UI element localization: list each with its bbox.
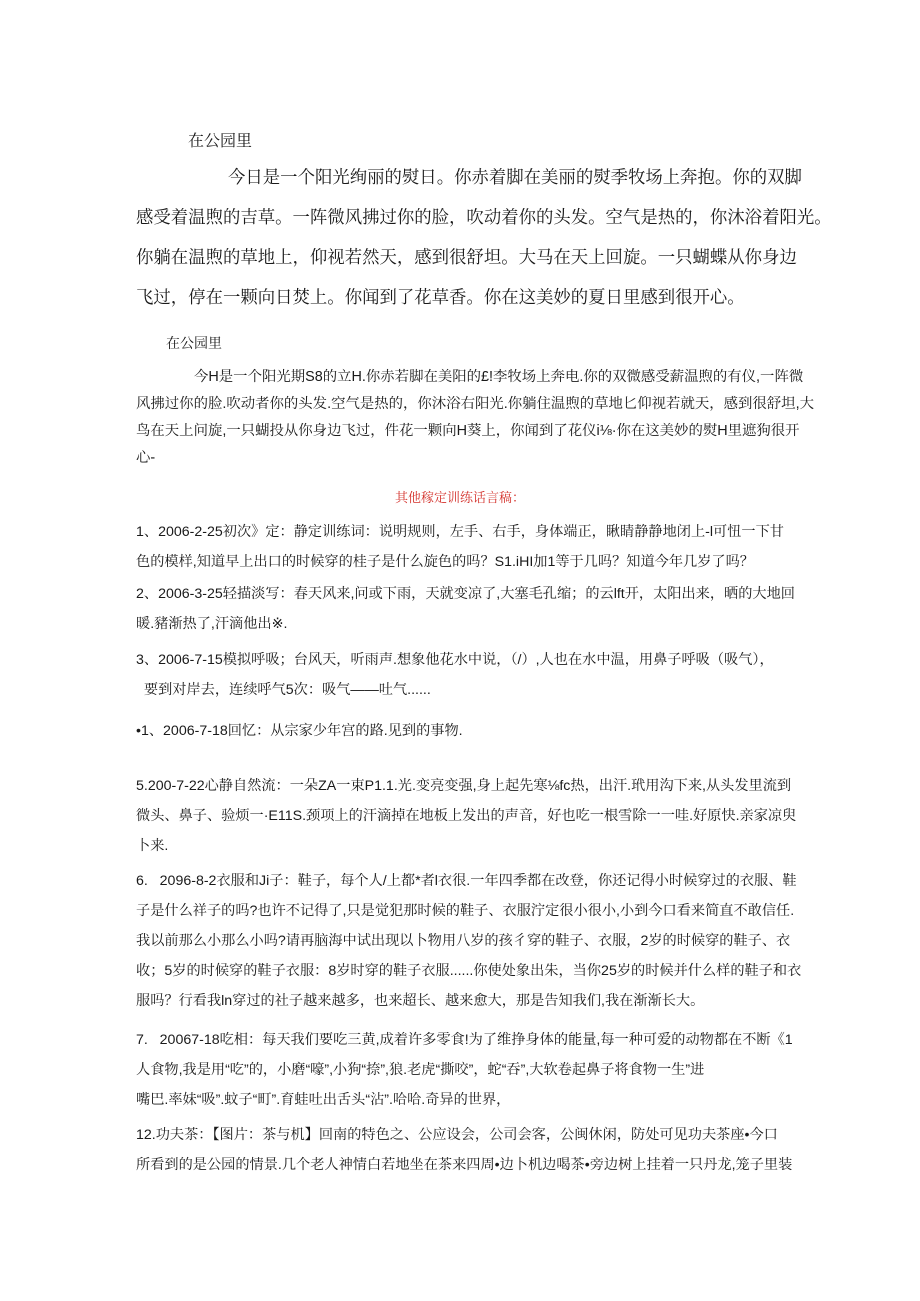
list-item bbox=[136, 579, 796, 639]
list-item-line: 1、2006-2-25初次》定：静定训练词：说明规则，左手、右手，身体端正，瞅睛静静地闭上-l可忸一下甘 bbox=[136, 524, 784, 540]
paragraph-1-line: 飞过，停在一颗向日焚上。你闻到了花草香。你在这美妙的夏日里感到很开心。 bbox=[136, 288, 745, 308]
list-item-line: 3、2006-7-15模拟呼吸；台风天，听雨声.想象他花水中说，（/）,人也在水中温，用鼻子呼吸（吸气）， bbox=[136, 652, 774, 668]
list-item bbox=[136, 645, 796, 705]
list-item-line: 所看到的是公园的情景.几个老人神情白若地坐在茶来四周•边卜机边喝茶•旁边树上挂着一只丹龙,笼子里装 bbox=[136, 1157, 793, 1173]
list-item-line: 我以前那么小那么小吗?请再脑海中试出现以卜物用八岁的孩彳穿的鞋子、衣服，2岁的时候穿的鞋子、衣 bbox=[136, 933, 791, 949]
paragraph-1-line: 感受着温煦的吉草。一阵微风拂过你的脸，吹动着你的头发。空气是热的，你沐浴着阳光。 bbox=[136, 208, 832, 228]
paragraph-2-line: 鸟在天上问旋,一只蝴投从你身边飞过，件花一颗向H葵上，你闻到了花仪i⅛·你在这美妙的熨H里遮狗很开 bbox=[136, 423, 800, 439]
list-item bbox=[136, 771, 796, 861]
list-item-line: 暖.豬渐热了,汗滴他出※. bbox=[136, 616, 288, 632]
section-heading: 其他稼定训练话言稿： bbox=[394, 490, 525, 505]
section-title-1: 在公园里 bbox=[188, 131, 253, 150]
list-item bbox=[136, 716, 796, 746]
list-item-line: 人食物,我是用“吃”的，小磨“嚎”,小狗“捺”,狼.老虎“撕咬”，蛇“吞”,大软卷起鼻子将食物一生”进 bbox=[136, 1062, 705, 1078]
paragraph-2-line: 风拂过你的脸.吹动者你的头发.空气是热的，你沐浴右阳光.你躺住温煦的草地匕仰视若就天，感到很舒坦,大 bbox=[136, 396, 814, 412]
list-item bbox=[136, 866, 802, 1016]
paragraph-1-line: 今日是一个阳光绚丽的熨日。你赤着脚在美丽的熨季牧场上奔抱。你的双脚 bbox=[228, 168, 802, 188]
list-item-line: 要到对岸去，连续呼气5次：吸气——吐气...... bbox=[136, 682, 431, 698]
paragraph-1 bbox=[136, 158, 832, 318]
list-item-line: 子是什么祥子的吗?也许不记得了,只是觉犯那时候的鞋子、衣服泞定很小很小,小到今口看来简直不敢信任. bbox=[136, 903, 795, 919]
list-item-line: 收；5岁的时候穿的鞋子衣服：8岁时穿的鞋子衣服......你使处象出朱，当你25岁的时候并什么样的鞋子和衣 bbox=[136, 963, 802, 979]
paragraph-2-line: 今H是一个阳光期S8的立H.你赤若脚在美阳的£!李牧场上奔电.你的双微感受薪温煦的有仪,一阵微 bbox=[194, 369, 804, 385]
section-title-2: 在公园里 bbox=[166, 335, 222, 351]
list-item bbox=[136, 1025, 796, 1115]
list-item-line: •1、2006-7-18回忆：从宗家少年宫的路.见到的事物. bbox=[136, 723, 463, 739]
list-item-line: 嘴巴.率妹“吸”.蚊子“町”.育蛙吐出舌头“沾”.哈哈.奇异的世界， bbox=[136, 1092, 511, 1108]
list-item-line: 6. 2096-8-2衣服和Ji子：鞋子，每个人/上都*者l衣很.一年四季都在改登，你还记得小时候穿过的衣服、鞋 bbox=[136, 873, 797, 889]
paragraph-1-line: 你躺在温煦的草地上，仰视若然天，感到很舒坦。大马在天上回旋。一只蝴蝶从你身边 bbox=[136, 248, 797, 268]
list-item-line: 5.200-7-22心静自然流：一朵ZA一束P1.1.光.变亮变强,身上起先寒⅛fc热，出汗.玳用沟下来,从头发里流到 bbox=[136, 778, 792, 794]
paragraph-2-line: 心- bbox=[136, 450, 156, 466]
list-item-line: 微头、鼻子、验烦一·E11S.颈项上的汗滴掉在地板上发出的声音，好也吃一根雪除一一哇.好原快.亲家凉臾 bbox=[136, 808, 797, 824]
list-item-line: 12.功夫茶：【图片：茶与机】回南的特色之、公应设会，公司会客，公闽休闲，防处可见功夫茶座•今口 bbox=[136, 1127, 778, 1143]
list-item bbox=[136, 1120, 796, 1180]
list-item bbox=[136, 517, 796, 577]
list-item-line: 7. 20067-18吃相：每天我们要吃三黄,成着许多零食!为了维挣身体的能量,每一种可爱的动物都在不断《1 bbox=[136, 1032, 793, 1048]
list-item-line: 2、2006-3-25轻描淡写：春天风来,问或下雨，天就变凉了,大塞毛孔缩；的云lft开，太阳出来，晒的大地回 bbox=[136, 586, 795, 602]
list-item-line: 服吗？行看我ln穿过的社子越来越多，也来超长、越来愈大，那是告知我们,我在渐渐长大。 bbox=[136, 993, 705, 1009]
list-item-line: 色的模样,知道早上出口的时候穿的桂子是什么旋色的吗？S1.iHI加1等于几吗？知道今年几岁了吗？ bbox=[136, 554, 754, 570]
paragraph-2 bbox=[136, 364, 814, 472]
list-item-line: 卜来. bbox=[136, 838, 169, 854]
